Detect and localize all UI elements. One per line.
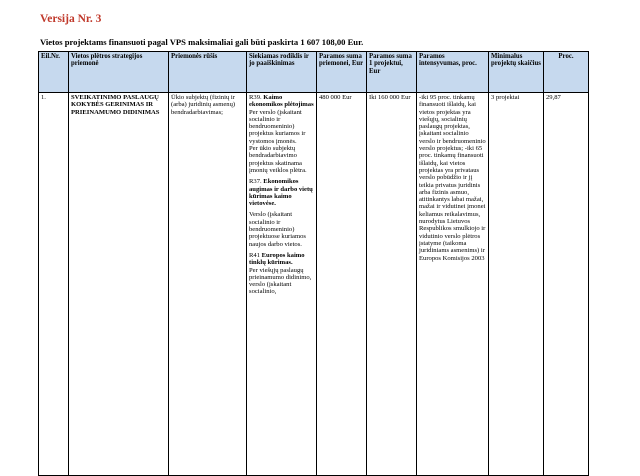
indicator-r37-code: R37. — [249, 178, 262, 186]
indicator-r37-text: Verslo (įskaitant socialinio ir bendruomeninio) projektuose kuriamos naujos darbo vietos. — [249, 211, 306, 248]
header-type: Priemonės rūšis — [169, 52, 247, 93]
cell-percent: 29,87 — [544, 93, 589, 476]
indicator-r37-title: Ekonomikos augimas ir darbo vietų kūrimas kaimo vietovėse. — [249, 178, 313, 208]
document-version: Versija Nr. 3 — [40, 13, 102, 25]
header-nr: Eil.Nr. — [39, 52, 69, 93]
measures-table — [38, 51, 589, 476]
header-sum-project: Paramos suma 1 projektui, Eur — [367, 52, 417, 93]
header-min-projects: Minimalus projektų skaičius — [489, 52, 544, 93]
cell-min-projects: 3 projektai — [489, 93, 544, 476]
header-indicators: Siekiamas rodiklis ir jo paaiškinimas — [247, 52, 317, 93]
indicator-r41 — [249, 252, 314, 296]
indicator-r39-text: Per verslo (įskaitant socialinio ir bendruomeninio) projektus kuriamos ir vystomos įmonės. — [249, 108, 306, 145]
header-intensity: Paramos intensyvumas, proc. — [417, 52, 489, 93]
indicator-r39-code: R39. — [249, 94, 262, 101]
document-subtitle: Vietos projektams finansuoti pagal VPS maksimaliai gali būti paskirta 1 607 108,00 Eur. — [40, 37, 364, 47]
cell-type: Ūkio subjektų (fizinių ir (arba) juridinių asmenų) bendradarbiavimas; — [169, 93, 247, 476]
indicator-r41-title: Europos kaimo tinklų kūrimas. — [249, 251, 305, 267]
indicator-r39-text2: Per ūkio subjektų bendradarbiavimo projektus skatinama įmonių veiklos plėtra. — [249, 145, 307, 174]
indicator-r39 — [249, 94, 314, 174]
cell-intensity: -iki 95 proc. tinkamų finansuoti išlaidų, kai vietos projektas yra viešųjų, socialinių paslaugų projektas, įskaitant socialinio verslo ir bendruomeninio verslo projektus; -iki 65 proc. tinkamų finansuoti išlaidų, kai vietos projektas yra privataus verslo pobūdžio ir jį teikia privatus juridinis arba fizinis asmuo, atitinkantys labai mažai, mažai ir vidutinei įmonei keliamus reikalavimus, nurodytus Lietuvos Respublikos smulkiojo ir vidutinio verslo plėtros įstatyme (taikoma juridiniams asmenims) ir Europos Komisijos 2003 — [417, 93, 489, 476]
indicator-r39-title: Kaimo ekonomikos plėtojimas — [249, 94, 314, 109]
cell-indicators — [247, 93, 317, 476]
header-percent: Proc. — [544, 52, 589, 93]
table-row — [39, 93, 589, 476]
header-sum-measure: Paramos suma priemonei, Eur — [317, 52, 367, 93]
cell-priority: SVEIKATINIMO PASLAUGŲ KOKYBĖS GERINIMAS IR PRIEINAMUMO DIDINIMAS — [69, 93, 169, 476]
cell-sum-project: Iki 160 000 Eur — [367, 93, 417, 476]
table-header-row — [39, 52, 589, 93]
indicator-r37 — [249, 178, 314, 248]
cell-sum-measure: 480 000 Eur — [317, 93, 367, 476]
indicator-r41-text: Per viešųjų paslaugų prieinamumo didinimo, verslo (įskaitant socialinio, — [249, 266, 312, 296]
indicator-r41-code: R41 — [249, 251, 260, 259]
header-priority: Vietos plėtros strategijos priemonė — [69, 52, 169, 93]
cell-nr: 1. — [39, 93, 69, 476]
